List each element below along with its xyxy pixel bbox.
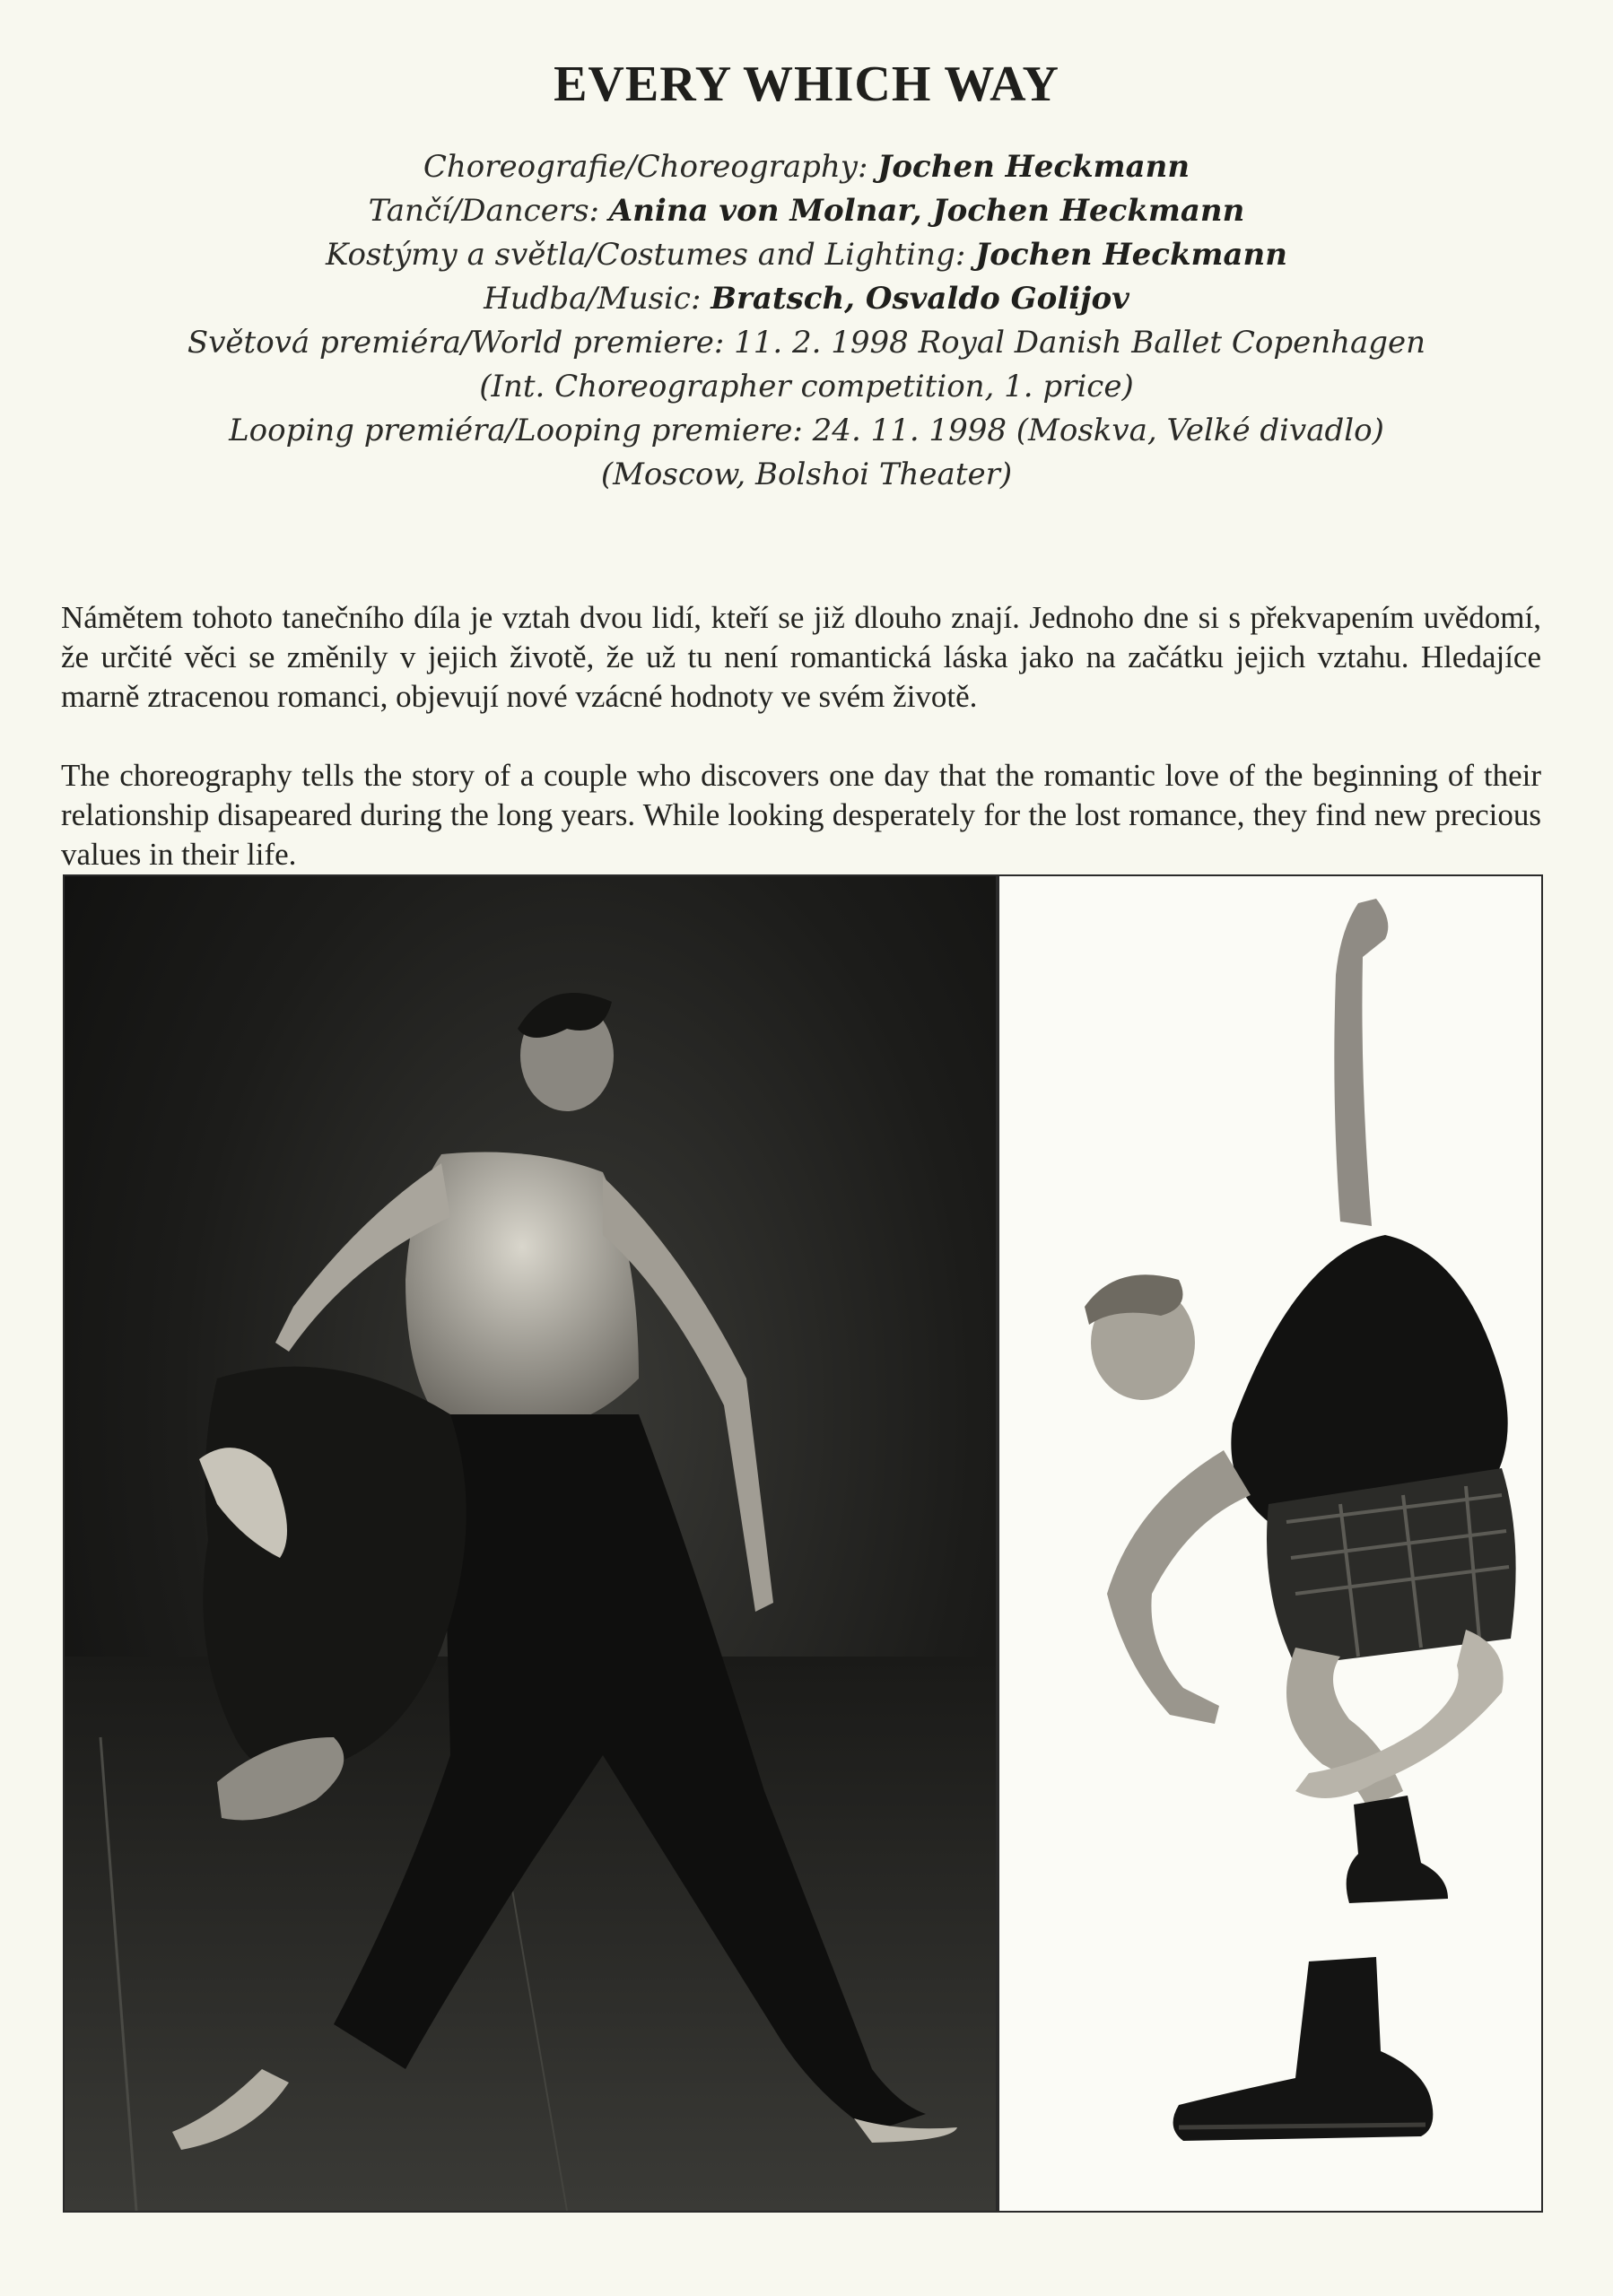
credit-costumes-lighting [0, 233, 1613, 277]
page-title: EVERY WHICH WAY [554, 57, 1059, 112]
description-english: The choreography tells the story of a couple who discovers one day that the romantic love of the beginning of their relationship disapeared during the long years. While looking desperately for the lost romance, they find new precious values in their life. [61, 758, 1541, 872]
credit-dancers [0, 189, 1613, 233]
world-premiere-note: (Int. Choreographer competition, 1. price) [479, 369, 1134, 404]
credit-choreography [0, 145, 1613, 189]
looping-premiere-note: (Moscow, Bolshoi Theater) [600, 457, 1013, 492]
credit-label: Tančí/Dancers: [368, 193, 609, 229]
credit-label: Choreografie/Choreography: [423, 149, 878, 185]
photo-leaping-dancer [998, 874, 1543, 2213]
world-premiere: Světová premiéra/World premiere: 11. 2. 1998 Royal Danish Ballet Copenhagen [187, 325, 1426, 361]
credit-label: Hudba/Music: [484, 281, 711, 317]
photo-duet-dancers [63, 874, 998, 2213]
credit-value: Anina von Molnar, Jochen Heckmann [608, 193, 1245, 229]
credit-music [0, 277, 1613, 321]
credits-block [0, 145, 1613, 497]
description-czech: Námětem tohoto tanečního díla je vztah dvou lidí, kteří se již dlouho znají. Jednoho dne si s překvapením uvědomí, že určité věci se změnily v jejich životě, že už tu není romantická láska jako na začátku jejich vztahu. Hledajíce marně ztracenou romanci, objevují nové vzácné hodnoty ve svém životě. [61, 600, 1541, 714]
credit-value: Jochen Heckmann [877, 149, 1190, 185]
duet-dancers-illustration [65, 876, 996, 2211]
credit-label: Kostýmy a světla/Costumes and Lighting: [326, 237, 976, 273]
looping-premiere: Looping premiéra/Looping premiere: 24. 11. 1998 (Moskva, Velké divadlo) [229, 413, 1384, 448]
leaping-dancer-illustration [999, 876, 1541, 2211]
credit-value: Bratsch, Osvaldo Golijov [711, 281, 1129, 317]
credit-value: Jochen Heckmann [975, 237, 1287, 273]
